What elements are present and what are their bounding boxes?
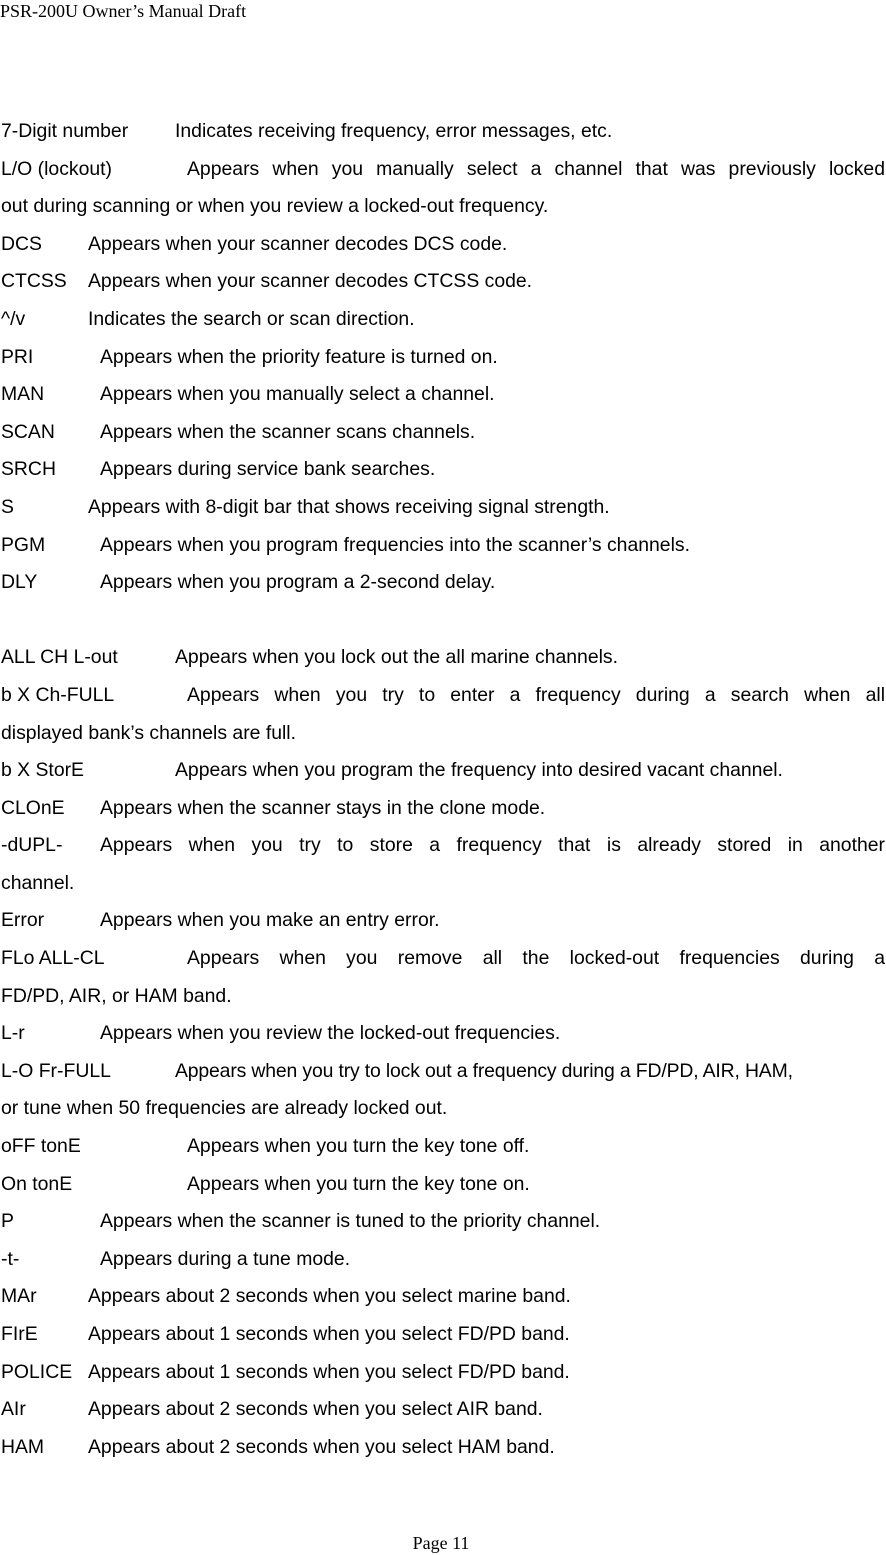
glossary-entry: [1, 1015, 885, 1053]
glossary-entry: [1, 263, 885, 301]
entry-description: Appears when you program frequencies into the scanner’s channels.: [100, 533, 690, 556]
entry-description: Appears when the scanner is tuned to the priority channel.: [100, 1210, 601, 1233]
entry-term: DCS: [1, 232, 42, 255]
entry-continuation: out during scanning or when you review a locked-out frequency.: [1, 195, 549, 218]
entry-description: Appears when you review the locked-out frequencies.: [100, 1022, 561, 1045]
entry-description: Indicates the search or scan direction.: [88, 307, 415, 330]
entry-description: Appears during service bank searches.: [100, 458, 436, 481]
glossary-entry: [1, 151, 885, 226]
header-title: PSR-200U Owner’s Manual Draft: [0, 1, 247, 21]
glossary-entry: [1, 639, 885, 677]
entry-term: DLY: [1, 571, 38, 594]
entry-term: MAr: [1, 1285, 37, 1308]
entry-description: Appears when you try to store a frequency that is already stored in another: [100, 834, 885, 857]
entry-continuation: FD/PD, AIR, or HAM band.: [1, 984, 232, 1007]
entry-description: Appears about 1 seconds when you select FD/PD band.: [88, 1360, 570, 1383]
glossary-entry: [1, 1391, 885, 1429]
entry-term: S: [1, 495, 14, 518]
entry-continuation: channel.: [1, 871, 75, 894]
entry-term: SCAN: [1, 420, 55, 443]
entry-continuation: displayed bank’s channels are full.: [1, 721, 296, 744]
entry-description: Appears when the scanner stays in the clone mode.: [100, 796, 546, 819]
entry-term: PGM: [1, 533, 46, 556]
entry-term: L-O Fr-FULL: [1, 1059, 111, 1082]
entry-description: Appears when you remove all the locked-out frequencies during a: [187, 947, 885, 970]
glossary-entry: [1, 414, 885, 452]
glossary-entry: [1, 527, 885, 565]
entry-term: oFF tonE: [1, 1135, 81, 1158]
page-number: Page 11: [412, 1533, 470, 1553]
entry-description: Appears when you program a 2-second delay.: [100, 571, 496, 594]
glossary-entry: [1, 339, 885, 377]
entry-term: HAM: [1, 1435, 45, 1458]
glossary-entry: [1, 301, 885, 339]
glossary-entry: [1, 1166, 885, 1204]
entry-description: Appears when you try to enter a frequency during a search when all: [187, 683, 885, 706]
entry-term: CTCSS: [1, 270, 67, 293]
glossary-entry: [1, 1429, 885, 1467]
entry-term: AIr: [1, 1398, 26, 1421]
entry-continuation: or tune when 50 frequencies are already locked out.: [1, 1097, 448, 1120]
entry-term: SRCH: [1, 458, 56, 481]
entry-description: Appears when you make an entry error.: [100, 909, 440, 932]
glossary-entry: [1, 564, 885, 602]
entry-term: b X StorE: [1, 759, 84, 782]
entry-term: b X Ch-FULL: [1, 683, 115, 706]
entry-term: L-r: [1, 1022, 25, 1045]
entry-description: Appears about 2 seconds when you select marine band.: [88, 1285, 571, 1308]
glossary-entry: [1, 1354, 885, 1392]
entry-term: -t-: [1, 1247, 20, 1270]
entry-description: Appears when you manually select a channel.: [100, 383, 495, 406]
entry-description: Appears when your scanner decodes CTCSS code.: [88, 270, 533, 293]
entry-term: POLICE: [1, 1360, 73, 1383]
entry-description: Appears about 2 seconds when you select HAM band.: [88, 1435, 555, 1458]
page-header: [0, 0, 246, 22]
glossary-entry: [1, 790, 885, 828]
entry-description: Appears when you program the frequency into desired vacant channel.: [175, 759, 783, 782]
entry-term: L/O (lockout): [1, 157, 112, 180]
page-footer: [0, 1532, 886, 1554]
glossary-entry: [1, 489, 885, 527]
entry-description: Appears about 1 seconds when you select FD/PD band.: [88, 1323, 570, 1345]
section-spacer: [1, 602, 885, 640]
glossary-entry: [1, 1316, 885, 1354]
entry-description: Appears when you manually select a channel that was previously locked: [187, 157, 885, 180]
entry-term: FIrE: [1, 1323, 38, 1345]
entry-term: PRI: [1, 345, 34, 368]
glossary-entry: [1, 677, 885, 752]
entry-description: Appears when your scanner decodes DCS code.: [88, 232, 508, 255]
entry-description: Appears when the priority feature is turned on.: [100, 345, 498, 368]
entry-description: Appears when you turn the key tone on.: [187, 1172, 530, 1195]
glossary-entry: [1, 1128, 885, 1166]
entry-term: ALL CH L-out: [1, 646, 118, 669]
entry-description: Appears with 8-digit bar that shows receiving signal strength.: [88, 495, 610, 518]
entry-term: FLo ALL-CL: [1, 947, 105, 970]
entry-description: Indicates receiving frequency, error messages, etc.: [175, 120, 613, 142]
glossary-entry: [1, 113, 885, 151]
entry-description: Appears when you try to lock out a frequency during a FD/PD, AIR, HAM,: [175, 1059, 793, 1082]
glossary-entry: [1, 1203, 885, 1241]
entry-description: Appears when the scanner scans channels.: [100, 420, 476, 443]
entry-term: Error: [1, 909, 45, 932]
entry-term: 7-Digit number: [1, 120, 129, 142]
entry-description: Appears during a tune mode.: [100, 1247, 351, 1270]
entry-description: Appears when you lock out the all marine channels.: [175, 646, 619, 669]
entry-description: Appears when you turn the key tone off.: [187, 1135, 530, 1158]
glossary-list: [1, 113, 885, 1466]
entry-term: MAN: [1, 383, 45, 406]
entry-term: ^/v: [1, 307, 26, 330]
entry-term: On tonE: [1, 1172, 73, 1195]
glossary-entry: [1, 902, 885, 940]
entry-description: Appears about 2 seconds when you select AIR band.: [88, 1398, 543, 1421]
entry-term: CLOnE: [1, 796, 65, 819]
glossary-entry: [1, 940, 885, 1015]
glossary-entry: [1, 451, 885, 489]
glossary-entry: [1, 827, 885, 902]
glossary-entry: [1, 376, 885, 414]
entry-term: P: [1, 1210, 14, 1233]
glossary-entry: [1, 752, 885, 790]
glossary-entry: [1, 1241, 885, 1279]
glossary-entry: [1, 1278, 885, 1316]
glossary-entry: [1, 226, 885, 264]
glossary-entry: [1, 1053, 885, 1128]
entry-term: -dUPL-: [1, 834, 63, 857]
